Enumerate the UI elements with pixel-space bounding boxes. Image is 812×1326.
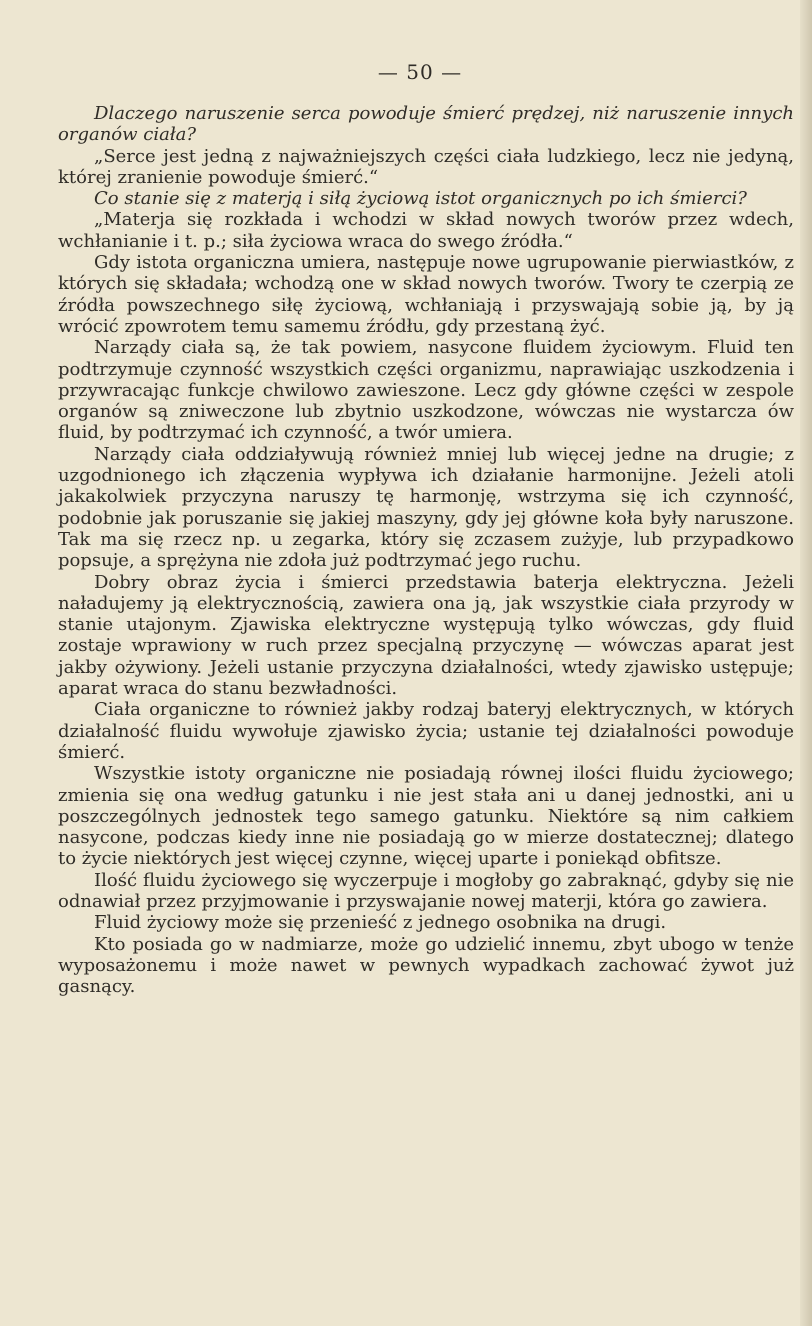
paragraph-commentary: Ciała organiczne to również jakby rodzaj bateryj elektrycznych, w których działalność fluidu wywołuje zjawisko życia; ustanie tej działalności powoduje śmierć. (58, 699, 794, 763)
paragraph-commentary: Gdy istota organiczna umiera, następuje nowe ugrupowanie pierwiastków, z których się składała; wchodzą one w skład nowych tworów. Twory te czerpią ze źródła powszechnego siłę życiową, wchłaniają i przyswajają sobie ją, by ją wrócić zpowrotem temu samemu źródłu, gdy przestaną żyć. (58, 252, 794, 337)
page-edge-shadow (800, 0, 812, 1326)
paragraph-answer: „Materja się rozkłada i wchodzi w skład nowych tworów przez wdech, wchłanianie i t. p.; siła życiowa wraca do swego źródła.“ (58, 209, 794, 252)
paragraph-answer: „Serce jest jedną z najważniejszych części ciała ludzkiego, lecz nie jedyną, której zranienie powoduje śmierć.“ (58, 145, 794, 188)
page-number: — 50 — (377, 60, 463, 84)
paragraph-commentary: Dobry obraz życia i śmierci przedstawia baterja elektryczna. Jeżeli naładujemy ją elektrycznością, zawiera ona ją, jak wszystkie ciała przyrody w stanie utajonym. Zjawiska elektryczne występują tylko wówczas, gdy fluid zostaje wprawiony w ruch przez specjalną przyczynę — wówczas aparat jest jakby ożywiony. Jeżeli ustanie przyczyna działalności, wtedy zjawisko ustępuje; aparat wraca do stanu bezwładności. (58, 571, 794, 700)
paragraph-question: Dlaczego naruszenie serca powoduje śmierć prędzej, niż naruszenie innych organów ciała? (58, 103, 794, 146)
paragraph-commentary: Narządy ciała są, że tak powiem, nasycone fluidem życiowym. Fluid ten podtrzymuje czynność wszystkich części organizmu, naprawiając uszkodzenia i przywracając funkcje chwilowo zawieszone. Lecz gdy główne części w zespole organów są zniweczone lub zbytnio uszkodzone, wówczas nie wystarcza ów fluid, by podtrzymać ich czynność, a twór umiera. (58, 337, 794, 444)
page-body (58, 103, 794, 997)
paragraph-commentary: Ilość fluidu życiowego się wyczerpuje i mogłoby go zabraknąć, gdyby się nie odnawiał przez przyjmowanie i przyswajanie nowej materji, która go zawiera. (58, 869, 794, 912)
paragraph-question: Co stanie się z materją i siłą życiową istot organicznych po ich śmierci? (94, 188, 747, 210)
paragraph-commentary: Narządy ciała oddziaływują również mniej lub więcej jedne na drugie; z uzgodnionego ich złączenia wypływa ich działanie harmonijne. Jeżeli atoli jakakolwiek przyczyna naruszy tę harmonję, wstrzyma się ich czynność, podobnie jak poruszanie się jakiej maszyny, gdy jej główne koła były naruszone. Tak ma się rzecz np. u zegarka, który się zczasem zużyje, lub przypadkowo popsuje, a sprężyna nie zdoła już podtrzymać jego ruchu. (58, 443, 794, 572)
paragraph-commentary: Fluid życiowy może się przenieść z jednego osobnika na drugi. (94, 912, 667, 934)
paragraph-commentary: Wszystkie istoty organiczne nie posiadają równej ilości fluidu życiowego; zmienia się ona według gatunku i nie jest stała ani u danej jednostki, ani u poszczególnych jednostek tego samego gatunku. Niektóre są nim całkiem nasycone, podczas kiedy inne nie posiadają go w mierze dostatecznej; dlatego to życie niektórych jest więcej czynne, więcej uparte i poniekąd obfitsze. (58, 763, 794, 870)
paragraph-commentary: Kto posiada go w nadmiarze, może go udzielić innemu, zbyt ubogo w tenże wyposażonemu i może nawet w pewnych wypadkach zachować żywot już gasnący. (58, 933, 794, 998)
